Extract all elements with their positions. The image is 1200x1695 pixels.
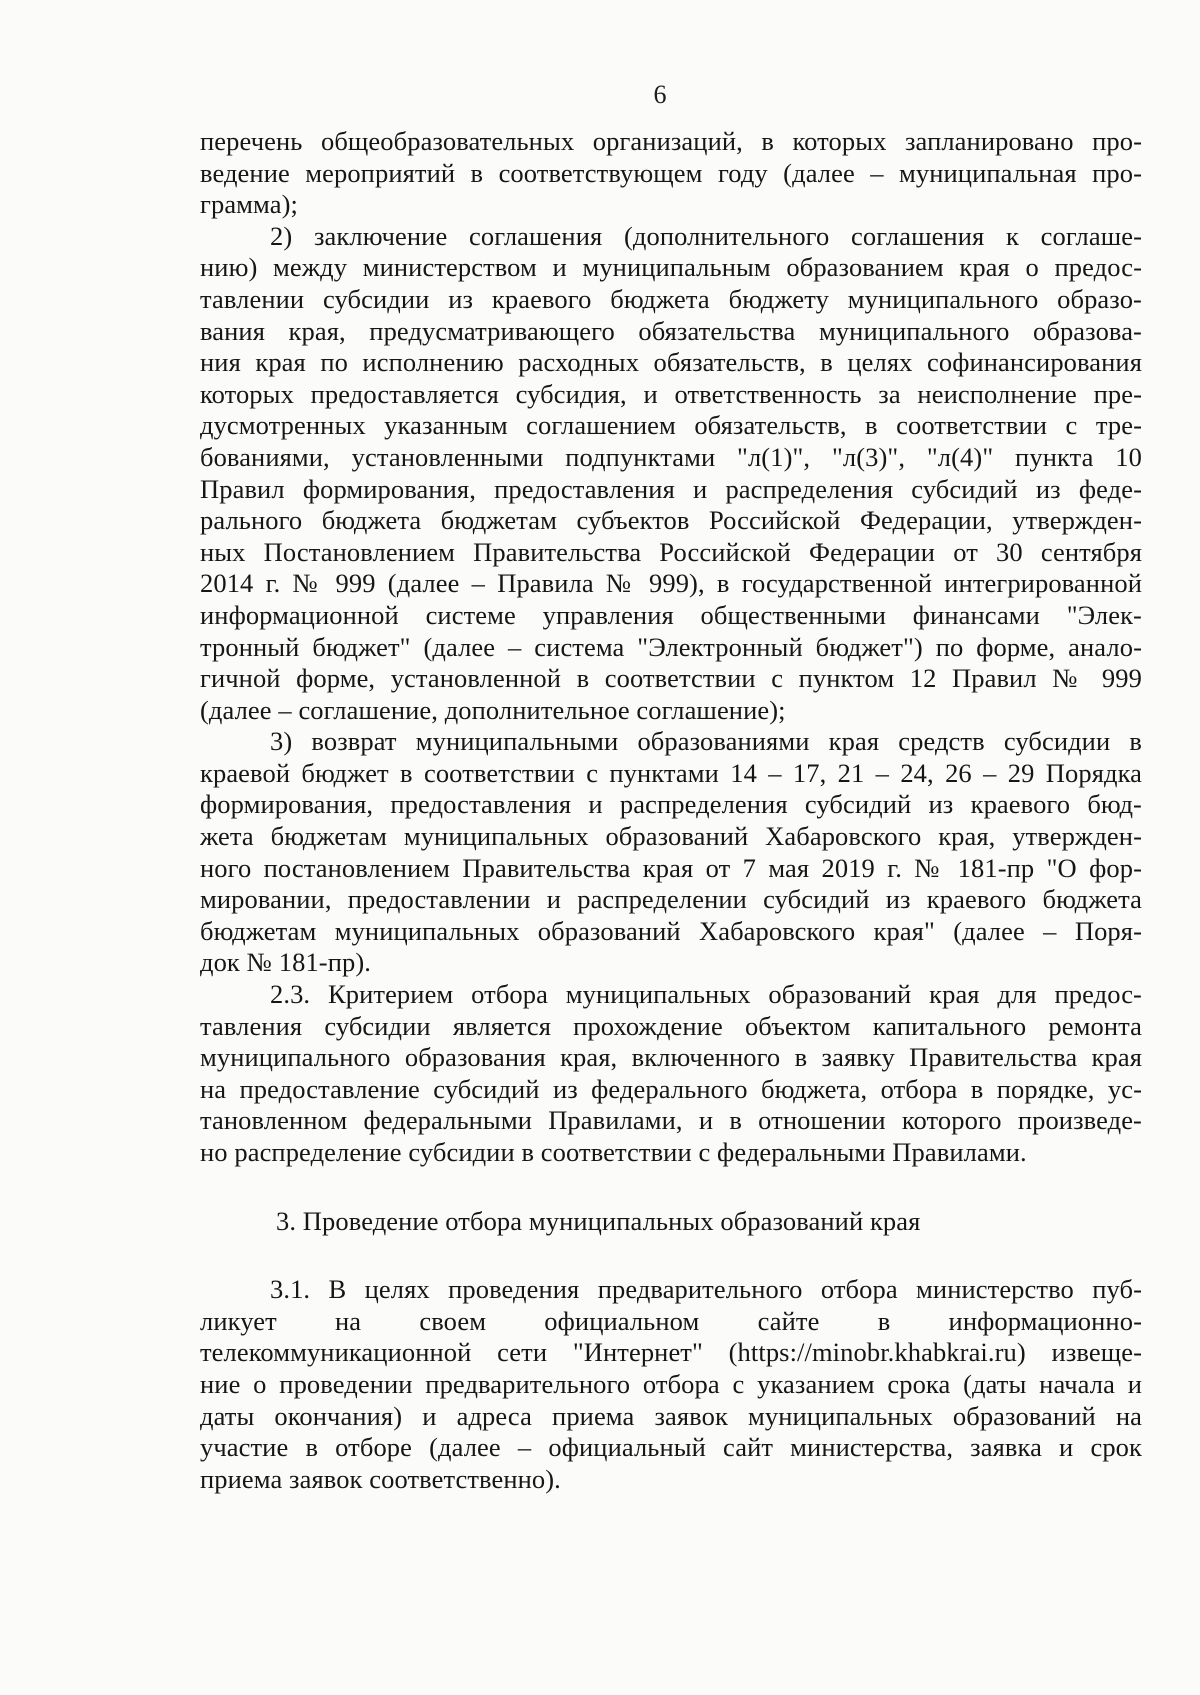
text-line: тавления субсидии является прохождение объектом капитального ремонта (200, 1010, 1142, 1041)
paragraph-item-2 (200, 221, 1142, 727)
text-line: которых предоставляется субсидия, и ответственность за неисполнение пре- (200, 378, 1142, 409)
text-line: Правил формирования, предоставления и распределения субсидий из феде- (200, 473, 1142, 504)
text-line: телекоммуникационной сети "Интернет" (https://minobr.khabkrai.ru) извеще- (200, 1337, 1142, 1368)
spacer (200, 1169, 1142, 1206)
text-line: 2) заключение соглашения (дополнительного соглашения к соглаше- (270, 220, 1142, 251)
text-line: дусмотренных указанным соглашением обязательств, в соответствии с тре- (200, 410, 1142, 441)
text-line: бюджетам муниципальных образований Хабаровского края" (далее – Поря- (200, 915, 1142, 946)
page-number: 6 (653, 80, 667, 109)
document-body (200, 126, 1142, 1495)
text-line: нию) между министерством и муниципальным образованием края о предос- (200, 252, 1142, 283)
paragraph-item-3 (200, 726, 1142, 979)
text-line: 3.1. В целях проведения предварительного отбора министерство пуб- (270, 1274, 1142, 1305)
text-line: краевой бюджет в соответствии с пунктами 14 – 17, 21 – 24, 26 – 29 Порядка (200, 757, 1142, 788)
text-line: перечень общеобразовательных организаций, в которых запланировано про- (200, 126, 1142, 156)
paragraph-3-1 (200, 1274, 1142, 1495)
text-line: бованиями, установленными подпунктами "л(1)", "л(3)", "л(4)" пункта 10 (200, 441, 1142, 472)
text-line: ния края по исполнению расходных обязательств, в целях софинансирования (200, 347, 1142, 378)
text-line: (далее – соглашение, дополнительное соглашение); (200, 694, 786, 725)
text-line: 3) возврат муниципальными образованиями края средств субсидии в (270, 726, 1142, 757)
spacer (200, 1237, 1142, 1274)
text-line: ного постановлением Правительства края от 7 мая 2019 г. № 181-пр "О фор- (200, 852, 1142, 883)
text-line: ных Постановлением Правительства Российской Федерации от 30 сентября (200, 536, 1142, 567)
text-line: даты окончания) и адреса приема заявок муниципальных образований на (200, 1400, 1142, 1431)
text-line: 2014 г. № 999 (далее – Правила № 999), в государственной интегрированной (200, 568, 1142, 599)
text-line: тронный бюджет" (далее – система "Электронный бюджет") по форме, анало- (200, 631, 1142, 662)
text-line: жета бюджетам муниципальных образований Хабаровского края, утвержден- (200, 821, 1142, 852)
text-line: гичной форме, установленной в соответствии с пунктом 12 Правил № 999 (200, 663, 1142, 694)
text-line: участие в отборе (далее – официальный сайт министерства, заявка и срок (200, 1432, 1142, 1463)
text-line: ликует на своем официальном сайте в информационно- (200, 1305, 1142, 1336)
text-line: на предоставление субсидий из федерального бюджета, отбора в порядке, ус- (200, 1073, 1142, 1104)
paragraph-continuation (200, 126, 1142, 221)
text-line: рального бюджета бюджетам субъектов Российской Федерации, утвержден- (200, 505, 1142, 536)
text-line: муниципального образования края, включенного в заявку Правительства края (200, 1042, 1142, 1073)
text-line: ние о проведении предварительного отбора с указанием срока (даты начала и (200, 1368, 1142, 1399)
text-line: приема заявок соответственно). (200, 1463, 561, 1494)
text-line: док № 181-пр). (200, 947, 371, 978)
text-line: ведение мероприятий в соответствующем году (далее – муниципальная про- (200, 157, 1142, 188)
text-line: но распределение субсидии в соответствии с федеральными Правилами. (200, 1137, 1027, 1167)
section-heading: 3. Проведение отбора муниципальных образований края (276, 1205, 921, 1236)
text-line: 2.3. Критерием отбора муниципальных образований края для предос- (270, 979, 1142, 1010)
text-line: грамма); (200, 189, 298, 220)
text-line: тановленном федеральными Правилами, и в отношении которого произведе- (200, 1105, 1142, 1136)
text-line: вания края, предусматривающего обязательства муниципального образова- (200, 315, 1142, 346)
text-line: тавлении субсидии из краевого бюджета бюджету муниципального образо- (200, 283, 1142, 314)
text-line: информационной системе управления общественными финансами "Элек- (200, 599, 1142, 630)
text-line: мировании, предоставлении и распределении субсидий из краевого бюджета (200, 884, 1142, 915)
text-line: формирования, предоставления и распределения субсидий из краевого бюд- (200, 789, 1142, 820)
paragraph-2-3 (200, 979, 1142, 1169)
